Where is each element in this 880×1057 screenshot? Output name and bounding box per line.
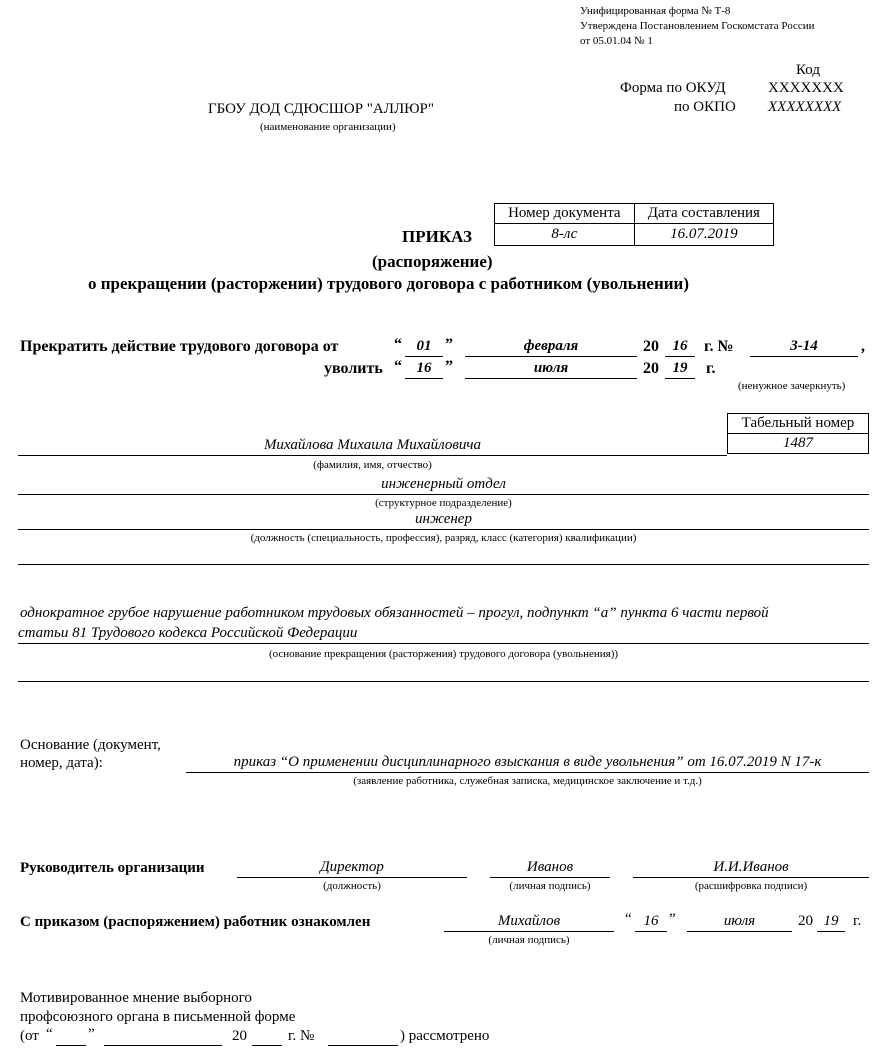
okpo-value: XXXXXXXX (768, 99, 842, 115)
title-rasporyazhenie: (распоряжение) (372, 252, 493, 271)
union-line-2: профсоюзного органа в письменной форме (20, 1009, 296, 1025)
acquainted-close-quote: ” (669, 911, 676, 927)
union-number-label: г. № (288, 1028, 315, 1044)
reason-line-1: однократное грубое нарушение работником трудовых обязанностей – прогул, подпункт “а” пункта 6 части первой (20, 605, 769, 621)
dismiss-month: июля (465, 359, 637, 379)
doc-number-value: 8-лс (495, 224, 635, 246)
acquainted-label: С приказом (распоряжением) работник ознакомлен (20, 914, 371, 930)
close-quote: ” (445, 336, 453, 353)
dismiss-close-quote: ” (445, 358, 453, 375)
contract-year-suffix: 16 (665, 337, 695, 357)
head-signature: Иванов (490, 858, 610, 878)
dismiss-year-prefix: 20 (643, 360, 659, 377)
tab-number-table (727, 413, 869, 454)
contract-number: 3-14 (750, 337, 858, 357)
dismiss-day: 16 (405, 359, 443, 379)
employee-name: Михайлова Михаила Михайловича (18, 436, 727, 456)
position-extra-line (18, 564, 869, 565)
acquainted-signature-caption: (личная подпись) (488, 934, 570, 946)
union-from-label: (от (20, 1028, 39, 1044)
acquainted-signature: Михайлов (444, 912, 614, 932)
comma: , (861, 338, 865, 355)
basis-caption: (заявление работника, служебная записка, медицинское заключение и т.д.) (353, 775, 702, 787)
org-name: ГБОУ ДОД СДЮСШОР "АЛЛЮР" (208, 101, 434, 117)
acquainted-year-suffix: 19 (817, 912, 845, 932)
head-decoding-caption: (расшифровка подписи) (694, 880, 808, 892)
form-line-2: Утверждена Постановлением Госкомстата России (580, 20, 815, 32)
position-caption: (должность (специальность, профессия), разряд, класс (категория) квалификации) (250, 532, 637, 544)
union-considered: ) рассмотрено (400, 1028, 490, 1044)
dismiss-year-abbr: г. (706, 360, 716, 377)
department: инженерный отдел (18, 475, 869, 495)
department-caption: (структурное подразделение) (375, 497, 512, 509)
basis-value: приказ “О применении дисциплинарного взыскания в виде увольнения” от 16.07.2019 N 17-к (186, 753, 869, 773)
reason-caption: (основание прекращения (расторжения) трудового договора (увольнения)) (268, 648, 619, 660)
union-year-line (252, 1045, 282, 1046)
acquainted-day: 16 (635, 912, 667, 932)
terminate-label: Прекратить действие трудового договора от (20, 338, 339, 355)
number-label: г. № (704, 338, 734, 355)
form-line-3: от 05.01.04 № 1 (580, 35, 653, 47)
head-position: Директор (237, 858, 467, 878)
strike-note: (ненужное зачеркнуть) (738, 380, 846, 392)
doc-number-header: Номер документа (495, 204, 635, 224)
acquainted-open-quote: “ (625, 911, 632, 927)
doc-date-value: 16.07.2019 (634, 224, 773, 246)
union-line-1: Мотивированное мнение выборного (20, 990, 252, 1006)
union-number-line (328, 1045, 398, 1046)
tab-number-header: Табельный номер (728, 414, 869, 434)
title-subject: о прекращении (расторжении) трудового договора с работником (увольнении) (88, 274, 689, 293)
union-close-quote: ” (88, 1026, 95, 1042)
acquainted-year-prefix: 20 (798, 913, 813, 929)
head-label: Руководитель организации (20, 860, 205, 876)
doc-number-table (494, 203, 774, 246)
union-month-line (104, 1045, 222, 1046)
contract-year-prefix: 20 (643, 338, 659, 355)
org-caption: (наименование организации) (260, 121, 396, 133)
position: инженер (18, 510, 869, 530)
kod-label: Код (796, 62, 820, 78)
dismiss-label: уволить (324, 360, 383, 377)
tab-number-value: 1487 (728, 434, 869, 454)
head-decoding: И.И.Иванов (633, 858, 869, 878)
dismiss-year-suffix: 19 (665, 359, 695, 379)
contract-month: февраля (465, 337, 637, 357)
union-open-quote: “ (46, 1026, 53, 1042)
reason-line-2: статьи 81 Трудового кодекса Российской Федерации (18, 624, 869, 644)
dismiss-open-quote: “ (394, 358, 402, 375)
open-quote: “ (394, 336, 402, 353)
okud-value: XXXXXXX (768, 80, 844, 96)
union-day-line (56, 1045, 86, 1046)
basis-label-2: номер, дата): (20, 755, 103, 771)
okpo-label: по ОКПО (674, 99, 736, 115)
acquainted-year-abbr: г. (853, 913, 862, 929)
union-year-prefix: 20 (232, 1028, 247, 1044)
acquainted-month: июля (687, 912, 792, 932)
basis-label-1: Основание (документ, (20, 737, 161, 753)
okud-label: Форма по ОКУД (620, 80, 726, 96)
contract-day: 01 (405, 337, 443, 357)
title-prikaz: ПРИКАЗ (402, 227, 472, 246)
head-position-caption: (должность) (323, 880, 381, 892)
reason-extra-line (18, 681, 869, 682)
head-signature-caption: (личная подпись) (509, 880, 591, 892)
form-line-1: Унифицированная форма № Т-8 (580, 5, 731, 17)
doc-date-header: Дата составления (634, 204, 773, 224)
employee-name-caption: (фамилия, имя, отчество) (313, 459, 432, 471)
